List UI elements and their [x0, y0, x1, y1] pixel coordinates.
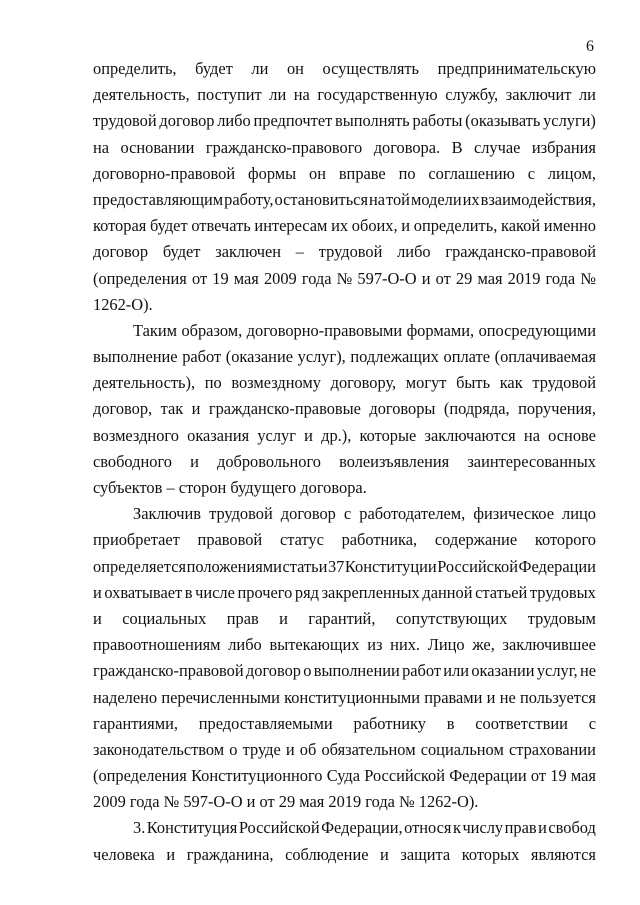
text-line: трудовой договор либо предпочтет выполнять работы (оказывать услуги)	[93, 111, 596, 131]
text-line: деятельность), по возмездному договору, могут быть как трудовой	[93, 373, 596, 393]
text-line: гарантиями, предоставляемыми работнику в соответствии с	[93, 713, 596, 733]
text-line: наделено перечисленными конституционными правами и не пользуется	[93, 687, 596, 707]
text-line: договор будет заключен – трудовой либо гражданско-правовой	[93, 242, 596, 262]
text-line: выполнение работ (оказание услуг), подлежащих оплате (оплачиваемая	[93, 347, 596, 367]
text-line: субъектов – сторон будущего договора.	[93, 478, 367, 497]
text-line: и социальных прав и гарантий, сопутствующих трудовым	[93, 608, 596, 628]
text-line: правоотношениям либо вытекающих из них. Лицо же, заключившее	[93, 635, 596, 655]
text-line: предоставляющим работу, остановиться на той модели их взаимодействия,	[93, 189, 596, 209]
text-line: гражданско-правовой договор о выполнении работ или оказании услуг, не	[93, 661, 596, 681]
text-line: (определения от 19 мая 2009 года № 597-О-О и от 29 мая 2019 года №	[93, 268, 596, 288]
text-line: (определения Конституционного Суда Российской Федерации от 19 мая	[93, 766, 596, 786]
text-line: законодательством о труде и об обязательном социальном страховании	[93, 739, 596, 759]
text-line: 3. Конституция Российской Федерации, относя к числу прав и свобод	[133, 818, 596, 838]
text-line: 2009 года № 597-О-О и от 29 мая 2019 года № 1262-О).	[93, 792, 479, 812]
text-line: и охватывает в числе прочего ряд закрепленных данной статьей трудовых	[93, 582, 596, 602]
text-line: Заключив трудовой договор с работодателем, физическое лицо	[133, 504, 596, 524]
text-line: Таким образом, договорно-правовыми формами, опосредующими	[133, 320, 596, 340]
document-body	[93, 56, 596, 868]
text-line: человека и гражданина, соблюдение и защита которых являются	[93, 844, 596, 864]
page-number: 6	[586, 38, 594, 55]
text-line: возмездного оказания услуг и др.), которые заключаются на основе	[93, 425, 596, 445]
text-line: которая будет отвечать интересам их обоих, и определить, какой именно	[93, 216, 596, 236]
text-line: на основании гражданско-правового договора. В случае избрания	[93, 137, 596, 157]
text-line: 1262-О).	[93, 294, 153, 314]
text-line: договор, так и гражданско-правовые договоры (подряда, поручения,	[93, 399, 596, 419]
text-line: свободного и добровольного волеизъявления заинтересованных	[93, 451, 596, 471]
text-line: деятельность, поступит ли на государственную службу, заключит ли	[93, 85, 596, 105]
text-line: договорно-правовой формы он вправе по соглашению с лицом,	[93, 163, 596, 183]
text-line: определить, будет ли он осуществлять предпринимательскую	[93, 59, 596, 78]
text-line: приобретает правовой статус работника, содержание которого	[93, 530, 596, 550]
text-line: определяется положениями статьи 37 Конституции Российской Федерации	[93, 556, 596, 576]
